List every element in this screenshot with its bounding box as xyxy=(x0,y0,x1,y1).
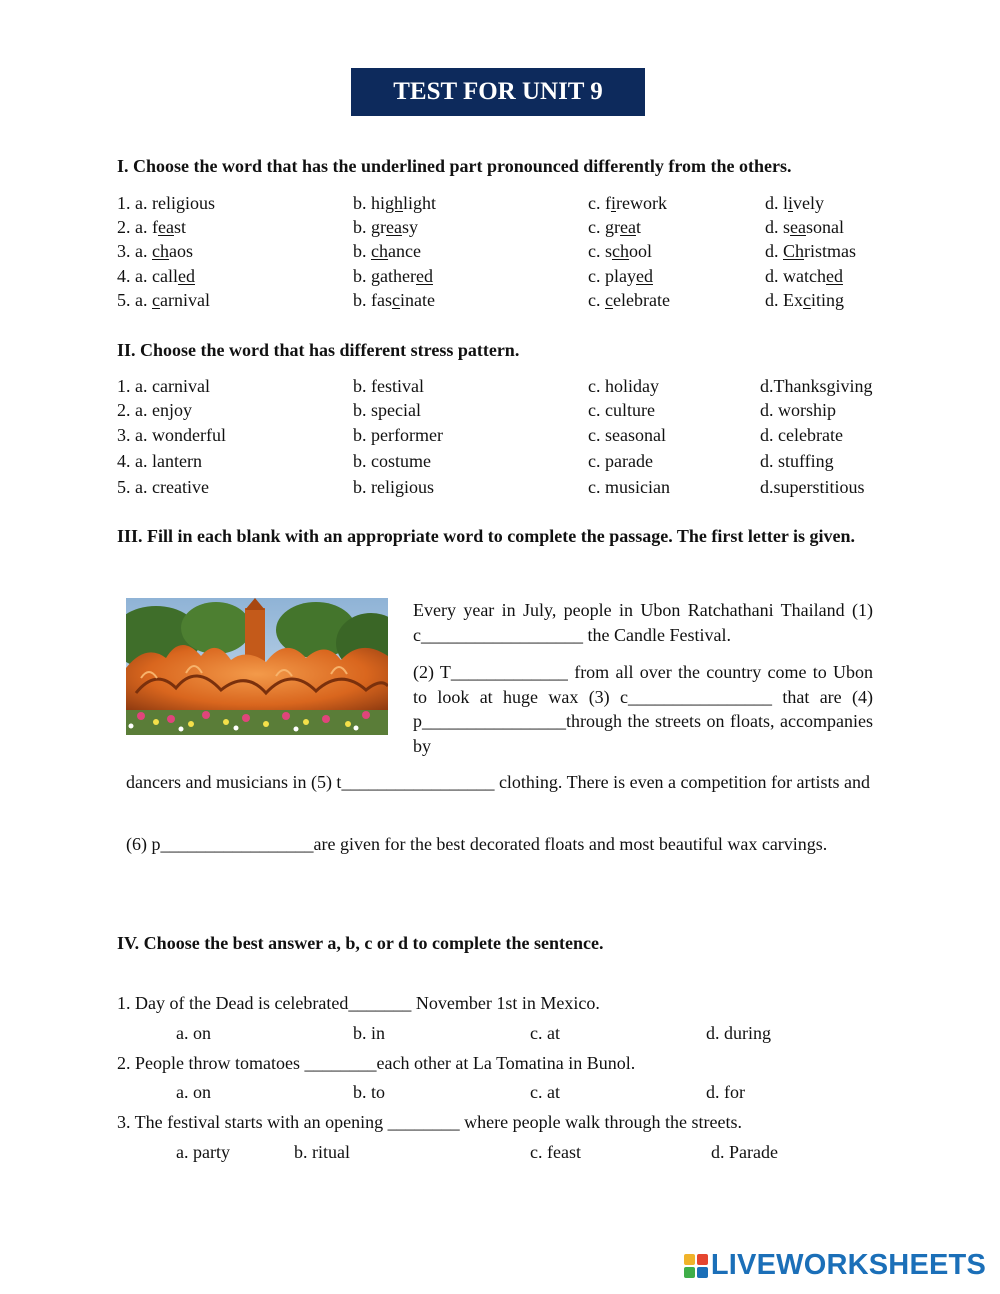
section1-option xyxy=(353,241,421,262)
section2-row xyxy=(117,400,907,424)
section1-option xyxy=(117,241,193,262)
section1-row xyxy=(117,193,907,217)
page-title: TEST FOR UNIT 9 xyxy=(351,68,645,116)
option-text: c. f xyxy=(588,193,611,213)
option-text: sy xyxy=(401,217,418,237)
underlined-part: c xyxy=(392,290,400,310)
underlined-part: ed xyxy=(415,266,433,286)
section2-option: 1. a. carnival xyxy=(117,376,210,396)
section2-option: d.Thanksgiving xyxy=(760,376,873,396)
option-text: c. play xyxy=(588,266,636,286)
q3-option-d: d. Parade xyxy=(711,1142,778,1162)
option-text: vely xyxy=(793,193,825,213)
section1-option xyxy=(765,290,844,311)
section2-option: b. performer xyxy=(353,425,443,445)
section2-option: c. seasonal xyxy=(588,425,666,445)
option-text: d. l xyxy=(765,193,789,213)
section1-option xyxy=(588,266,653,287)
option-text: d. s xyxy=(765,217,791,237)
section3-heading: III. Fill in each blank with an appropriate word to complete the passage. The first letter is given. xyxy=(117,526,855,546)
underlined-part: gh xyxy=(385,193,404,213)
section1-option xyxy=(353,266,433,287)
section2-option: c. culture xyxy=(588,400,655,420)
section1-option xyxy=(588,241,652,262)
q2-option-c: c. at xyxy=(530,1082,560,1102)
q1-option-b: b. in xyxy=(353,1023,386,1043)
option-text: c. gr xyxy=(588,217,620,237)
option-text: c. xyxy=(588,290,605,310)
section2-option: b. religious xyxy=(353,477,434,497)
option-text: 3. a. xyxy=(117,241,152,261)
option-text: light xyxy=(403,193,437,213)
section2-option: 5. a. creative xyxy=(117,477,209,497)
underlined-part: i xyxy=(788,193,794,213)
option-text: t xyxy=(635,217,641,237)
underlined-part: i xyxy=(610,193,616,213)
underlined-part: ch xyxy=(612,241,629,261)
q3-option-a: a. party xyxy=(176,1142,230,1162)
section1-option xyxy=(765,217,844,238)
section2-option: 3. a. wonderful xyxy=(117,425,226,445)
underlined-part: ed xyxy=(177,266,195,286)
section2-option: b. costume xyxy=(353,451,431,471)
passage-paragraph-3: dancers and musicians in (5) t_________________ clothing. There is even a competition for artists and xyxy=(126,772,871,792)
passage-paragraph-2: (2) T_____________ from all over the country come to Ubon to look at huge wax (3) c________________ that are (4) p________________through the streets on floats, accompanies by xyxy=(413,662,873,756)
section1-option xyxy=(588,217,641,238)
option-text: b. gather xyxy=(353,266,416,286)
underlined-part: c xyxy=(803,290,811,310)
section2-heading: II. Choose the word that has different stress pattern. xyxy=(117,340,520,360)
underlined-part: ed xyxy=(825,266,843,286)
underlined-part: g xyxy=(175,193,185,213)
option-text: rework xyxy=(616,193,667,213)
question-2: 2. People throw tomatoes ________each other at La Tomatina in Bunol. xyxy=(117,1053,636,1073)
underlined-part: ea xyxy=(619,217,636,237)
section1-option xyxy=(117,217,186,238)
option-text: 4. a. call xyxy=(117,266,178,286)
option-text: b. xyxy=(353,241,371,261)
liveworksheets-logo xyxy=(683,1249,986,1282)
option-text: b. hi xyxy=(353,193,386,213)
underlined-part: ea xyxy=(386,217,402,237)
passage-paragraph-1: Every year in July, people in Ubon Ratchathani Thailand (1) c__________________ the Candle Festival. xyxy=(413,600,873,645)
option-text: c. s xyxy=(588,241,612,261)
q1-option-c: c. at xyxy=(530,1023,560,1043)
section2-option: d. worship xyxy=(760,400,836,420)
option-text: inate xyxy=(400,290,435,310)
liveworksheets-logo-icon xyxy=(683,1253,709,1279)
section1-option xyxy=(117,290,210,311)
q2-option-b: b. to xyxy=(353,1082,386,1102)
q1-option-a: a. on xyxy=(176,1023,211,1043)
section2-row xyxy=(117,425,907,449)
option-text: sonal xyxy=(806,217,844,237)
section1-row xyxy=(117,241,907,265)
section2-option: d.superstitious xyxy=(760,477,865,497)
option-text: b. fas xyxy=(353,290,392,310)
question-1: 1. Day of the Dead is celebrated_______ November 1st in Mexico. xyxy=(117,993,600,1013)
underlined-part: c xyxy=(605,290,613,310)
q1-option-d: d. during xyxy=(706,1023,771,1043)
option-text: ristmas xyxy=(804,241,857,261)
option-text: b. gr xyxy=(353,217,386,237)
option-text: 1. a. reli xyxy=(117,193,176,213)
section4-heading: IV. Choose the best answer a, b, c or d to complete the sentence. xyxy=(117,933,604,953)
underlined-part: ch xyxy=(152,241,169,261)
option-text: iting xyxy=(811,290,845,310)
candle-festival-image xyxy=(126,598,388,735)
underlined-part: c xyxy=(152,290,160,310)
section1-option xyxy=(765,193,824,214)
option-text: d. xyxy=(765,241,783,261)
candle-festival-photo xyxy=(126,598,388,735)
option-text: arnival xyxy=(160,290,210,310)
section2-option: b. festival xyxy=(353,376,424,396)
section1-heading: I. Choose the word that has the underlined part pronounced differently from the others. xyxy=(117,156,792,176)
section1-option xyxy=(117,266,195,287)
section2-option: d. stuffing xyxy=(760,451,834,471)
liveworksheets-logo-text: LIVEWORKSHEETS xyxy=(710,1249,986,1281)
q2-option-a: a. on xyxy=(176,1082,211,1102)
section1-option xyxy=(588,193,667,214)
section2-row xyxy=(117,376,907,400)
section1-option xyxy=(765,241,856,262)
option-text: 5. a. xyxy=(117,290,152,310)
section2-row xyxy=(117,451,907,475)
section1-option xyxy=(353,193,436,214)
underlined-part: Ch xyxy=(783,241,805,261)
question-3: 3. The festival starts with an opening ________ where people walk through the streets. xyxy=(117,1112,743,1132)
q3-option-b: b. ritual xyxy=(294,1142,350,1162)
option-text: st xyxy=(173,217,186,237)
underlined-part: ed xyxy=(635,266,653,286)
q3-option-c: c. feast xyxy=(530,1142,581,1162)
section2-option: d. celebrate xyxy=(760,425,843,445)
section1-row xyxy=(117,290,907,314)
option-text: ance xyxy=(388,241,421,261)
option-text: ool xyxy=(629,241,653,261)
option-text: d. watch xyxy=(765,266,826,286)
section2-option: c. musician xyxy=(588,477,670,497)
option-text: aos xyxy=(169,241,193,261)
option-text: d. Ex xyxy=(765,290,803,310)
section1-option xyxy=(353,290,435,311)
q2-option-d: d. for xyxy=(706,1082,745,1102)
section1-option xyxy=(765,266,843,287)
section2-option: c. parade xyxy=(588,451,653,471)
underlined-part: ch xyxy=(371,241,388,261)
section1-row xyxy=(117,266,907,290)
section2-option: c. holiday xyxy=(588,376,659,396)
option-text: elebrate xyxy=(613,290,670,310)
section1-option xyxy=(117,193,215,214)
section2-option: b. special xyxy=(353,400,421,420)
underlined-part: ea xyxy=(157,217,174,237)
section1-option xyxy=(353,217,418,238)
option-text: 2. a. f xyxy=(117,217,158,237)
section2-option: 4. a. lantern xyxy=(117,451,202,471)
section2-option: 2. a. enjoy xyxy=(117,400,192,420)
section1-row xyxy=(117,217,907,241)
section1-option xyxy=(588,290,670,311)
underlined-part: ea xyxy=(790,217,806,237)
section2-row xyxy=(117,477,907,501)
passage-paragraph-4: (6) p_________________are given for the best decorated floats and most beautiful wax carvings. xyxy=(126,834,828,854)
option-text: ious xyxy=(184,193,215,213)
